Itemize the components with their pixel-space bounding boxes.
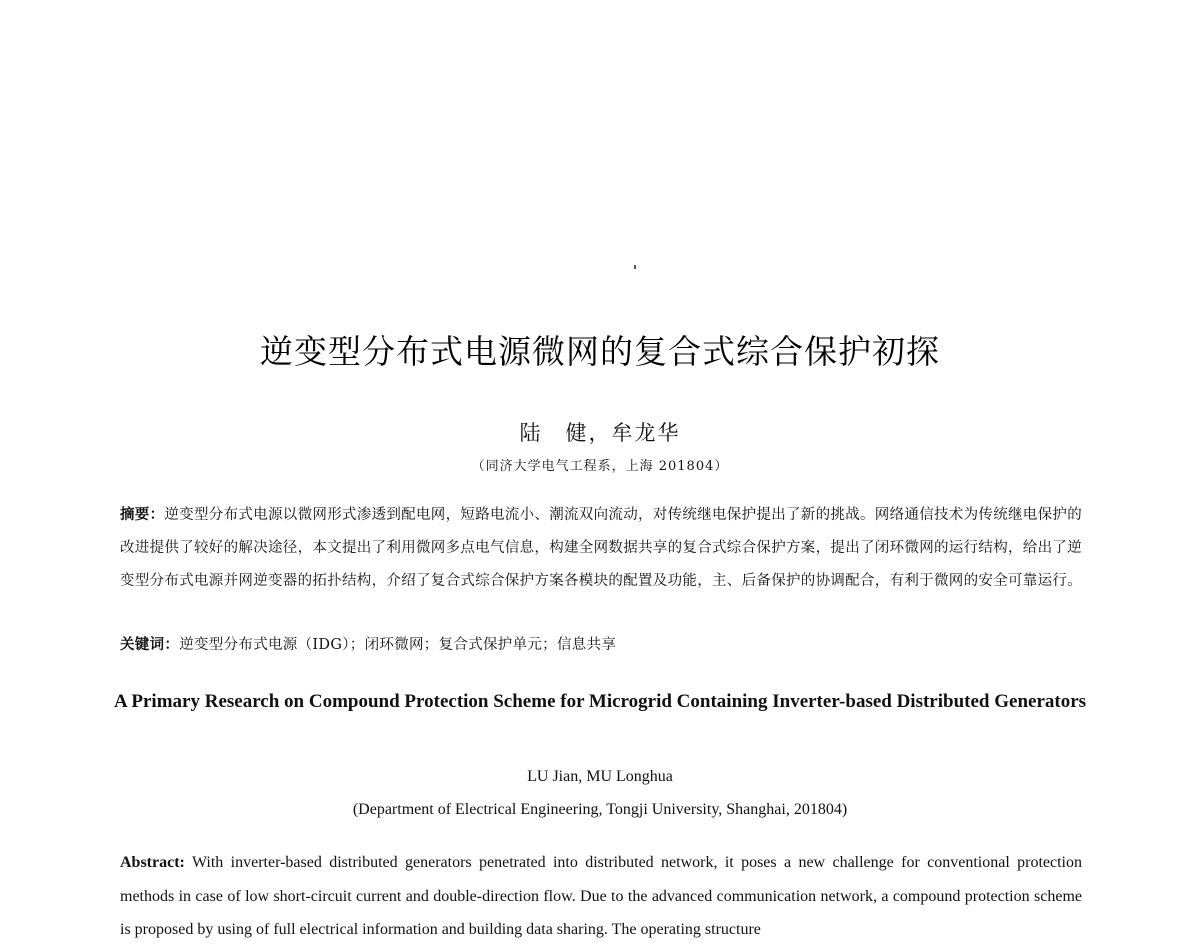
chinese-abstract-text: 逆变型分布式电源以微网形式渗透到配电网，短路电流小、潮流双向流动，对传统继电保护提出了新的挑战。网络通信技术为传统继电保护的改进提供了较好的解决途径，本文提出了利用微网多点电气信息，构建全网数据共享的复合式综合保护方案，提出了闭环微网的运行结构，给出了逆变型分布式电源并网逆变器的拓扑结构，介绍了复合式综合保护方案各模块的配置及功能，主、后备保护的协调配合，有利于微网的安全可靠运行。 [120, 507, 1082, 589]
english-abstract-text: With inverter-based distributed generators penetrated into distributed network, it poses a new challenge for conventional protection methods in case of low short-circuit current and double-direction flow. Due to the advanced communication network, a compound protection scheme is proposed by using of full electrical information and building data sharing. The operating structure [120, 854, 1082, 938]
chinese-affiliation: （同济大学电气工程系，上海 201804） [471, 459, 729, 474]
chinese-authors: 陆 健，牟龙华 [519, 421, 681, 445]
english-affiliation: (Department of Electrical Engineering, Tongji University, Shanghai, 201804) [352, 801, 848, 818]
chinese-title: 逆变型分布式电源微网的复合式综合保护初探 [260, 332, 940, 371]
chinese-keywords-label: 关键词： [120, 637, 180, 653]
chinese-abstract [120, 499, 1082, 598]
english-abstract-label: Abstract: [120, 854, 185, 871]
english-title: A Primary Research on Compound Protection Scheme for Microgrid Containing Inverter-based Distributed Generators [113, 691, 1087, 712]
chinese-keywords-text: 逆变型分布式电源（IDG）；闭环微网；复合式保护单元；信息共享 [179, 637, 617, 653]
english-abstract [120, 846, 1082, 947]
chinese-abstract-label: 摘要： [120, 507, 165, 523]
chinese-keywords [120, 632, 1082, 658]
scan-speck [634, 265, 636, 269]
english-authors: LU Jian, MU Longhua [527, 768, 673, 785]
